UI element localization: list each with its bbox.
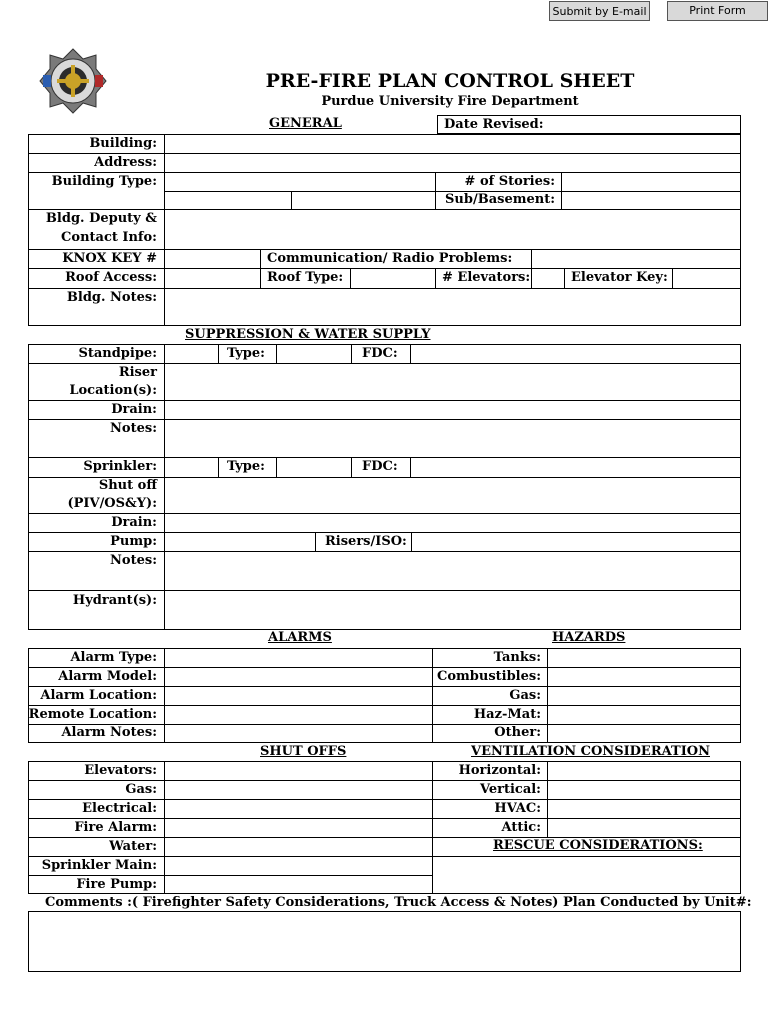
remote-location-field[interactable] — [166, 706, 431, 723]
divider — [164, 344, 165, 630]
shutoff-field[interactable] — [166, 478, 739, 512]
alarm-model-field[interactable] — [166, 668, 431, 685]
sprinkler-fdc-label: FDC: — [362, 459, 398, 474]
elevator-key-label: Elevator Key: — [571, 270, 668, 285]
print-form-button[interactable]: Print Form — [667, 1, 768, 21]
stories-label: # of Stories: — [464, 174, 555, 189]
address-label: Address: — [94, 155, 157, 170]
divider — [351, 344, 352, 363]
sub-basement-label: Sub/Basement: — [445, 192, 555, 207]
divider — [276, 457, 277, 477]
combustibles-label: Combustibles: — [437, 669, 541, 684]
shutoff-label-line1: Shut off — [98, 478, 157, 493]
gas-shutoff-field[interactable] — [166, 781, 431, 798]
sprinkler-type-field[interactable] — [278, 458, 350, 476]
divider — [435, 172, 436, 209]
hazmat-label: Haz-Mat: — [473, 707, 541, 722]
fire-alarm-shutoff-field[interactable] — [166, 819, 431, 836]
riser-label-line2: Location(s): — [69, 383, 157, 398]
drain-field[interactable] — [166, 401, 739, 418]
water-shutoff-label: Water: — [109, 839, 157, 854]
divider — [435, 268, 436, 288]
elevators-count-field[interactable] — [533, 269, 563, 287]
attic-field[interactable] — [549, 819, 739, 836]
knox-key-field[interactable] — [166, 250, 259, 267]
sprinkler-main-shutoff-field[interactable] — [166, 857, 431, 874]
divider — [350, 268, 351, 288]
divider — [411, 532, 412, 551]
standpipe-fdc-label: FDC: — [362, 346, 398, 361]
divider — [291, 191, 292, 209]
alarms-heading: ALARMS — [268, 630, 332, 645]
alarm-notes-label: Alarm Notes: — [61, 725, 157, 740]
alarm-location-label: Alarm Location: — [40, 688, 157, 703]
sprinkler-type-label: Type: — [227, 459, 265, 474]
ventilation-heading: VENTILATION CONSIDERATION — [471, 744, 710, 759]
divider — [531, 249, 532, 288]
deputy-label-line2: Contact Info: — [61, 230, 157, 245]
standpipe-field[interactable] — [166, 345, 217, 362]
alarm-type-field[interactable] — [166, 649, 431, 666]
comments-field[interactable] — [28, 911, 741, 972]
sprinkler-drain-label: Drain: — [111, 515, 157, 530]
alarm-type-label: Alarm Type: — [70, 650, 157, 665]
tanks-field[interactable] — [549, 649, 739, 666]
standpipe-fdc-field[interactable] — [412, 345, 739, 362]
divider — [410, 344, 411, 363]
vertical-field[interactable] — [549, 781, 739, 798]
sprinkler-notes-field[interactable] — [166, 552, 739, 589]
standpipe-notes-field[interactable] — [166, 420, 739, 456]
divider — [164, 648, 165, 743]
fire-pump-shutoff-field[interactable] — [166, 876, 431, 893]
sub-basement-field[interactable] — [563, 192, 739, 208]
standpipe-label: Standpipe: — [78, 346, 157, 361]
divider — [351, 457, 352, 477]
building-label: Building: — [89, 136, 157, 151]
building-type-label: Building Type: — [51, 174, 157, 189]
submit-by-email-button[interactable]: Submit by E-mail — [549, 1, 650, 21]
elevator-key-field[interactable] — [674, 269, 739, 287]
bldg-notes-field[interactable] — [166, 289, 739, 325]
alarm-notes-field[interactable] — [166, 725, 431, 742]
water-shutoff-field[interactable] — [166, 838, 431, 855]
electrical-shutoff-field[interactable] — [166, 800, 431, 817]
fire-alarm-shutoff-label: Fire Alarm: — [74, 820, 157, 835]
horizontal-label: Horizontal: — [458, 763, 541, 778]
gas-hazard-label: Gas: — [509, 688, 541, 703]
knox-key-label: KNOX KEY # — [62, 251, 157, 266]
deputy-label-line1: Bldg. Deputy & — [45, 211, 157, 226]
divider — [276, 344, 277, 363]
date-revised-field[interactable] — [545, 116, 739, 133]
elevators-shutoff-label: Elevators: — [84, 763, 157, 778]
sprinkler-drain-field[interactable] — [166, 514, 739, 531]
remote-location-label: Remote Location: — [28, 707, 157, 722]
divider — [432, 648, 433, 743]
divider — [564, 268, 565, 288]
gas-shutoff-label: Gas: — [125, 782, 157, 797]
sprinkler-notes-label: Notes: — [110, 553, 157, 568]
sprinkler-fdc-field[interactable] — [412, 458, 739, 476]
divider — [164, 134, 165, 326]
elevators-shutoff-field[interactable] — [166, 762, 431, 779]
electrical-shutoff-label: Electrical: — [82, 801, 157, 816]
roof-type-field[interactable] — [352, 269, 434, 287]
roof-access-field[interactable] — [166, 269, 259, 287]
hazards-heading: HAZARDS — [552, 630, 626, 645]
standpipe-notes-label: Notes: — [110, 421, 157, 436]
pump-field[interactable] — [166, 533, 314, 550]
sprinkler-label: Sprinkler: — [83, 459, 157, 474]
drain-label: Drain: — [111, 402, 157, 417]
vertical-label: Vertical: — [479, 782, 541, 797]
rescue-considerations-field[interactable] — [434, 857, 739, 893]
shutoffs-heading: SHUT OFFS — [260, 744, 347, 759]
riser-label-line1: Riser — [118, 365, 157, 380]
risers-iso-field[interactable] — [413, 533, 739, 550]
alarm-location-field[interactable] — [166, 687, 431, 704]
riser-location-field[interactable] — [166, 364, 739, 399]
hazmat-field[interactable] — [549, 706, 739, 723]
hydrants-field[interactable] — [166, 591, 739, 629]
rescue-heading: RESCUE CONSIDERATIONS: — [493, 838, 703, 853]
combustibles-field[interactable] — [549, 668, 739, 685]
comments-label: Comments :( Firefighter Safety Considerations, Truck Access & Notes) Plan Conducted by Unit#: — [45, 895, 752, 910]
pump-label: Pump: — [110, 534, 157, 549]
page-title: PRE-FIRE PLAN CONTROL SHEET — [265, 70, 635, 92]
gas-hazard-field[interactable] — [549, 687, 739, 704]
general-heading: GENERAL — [269, 116, 342, 131]
elevators-count-label: # Elevators: — [442, 270, 531, 285]
comm-problems-field[interactable] — [533, 250, 739, 267]
other-hazard-field[interactable] — [549, 725, 739, 742]
hvac-label: HVAC: — [494, 801, 541, 816]
horizontal-field[interactable] — [549, 762, 739, 779]
other-hazard-label: Other: — [494, 725, 541, 740]
tanks-label: Tanks: — [493, 650, 541, 665]
date-revised-label: Date Revised: — [444, 117, 544, 132]
hvac-field[interactable] — [549, 800, 739, 817]
sprinkler-field[interactable] — [166, 458, 217, 476]
building-field[interactable] — [166, 135, 739, 152]
deputy-contact-field[interactable] — [166, 210, 739, 248]
bldg-notes-label: Bldg. Notes: — [66, 290, 157, 305]
standpipe-type-field[interactable] — [278, 345, 350, 362]
alarm-model-label: Alarm Model: — [58, 669, 157, 684]
stories-field[interactable] — [563, 173, 739, 190]
divider — [218, 344, 219, 363]
risers-iso-label: Risers/ISO: — [325, 534, 407, 549]
attic-label: Attic: — [501, 820, 541, 835]
divider — [315, 532, 316, 551]
suppression-heading: SUPPRESSION & WATER SUPPLY — [185, 327, 431, 342]
divider — [561, 172, 562, 209]
page-subtitle: Purdue University Fire Department — [321, 94, 579, 109]
sprinkler-main-shutoff-label: Sprinkler Main: — [41, 858, 157, 873]
building-type-field[interactable] — [166, 173, 434, 190]
hydrants-label: Hydrant(s): — [72, 593, 157, 608]
address-field[interactable] — [166, 154, 739, 171]
divider — [218, 457, 219, 477]
fire-pump-shutoff-label: Fire Pump: — [76, 877, 157, 892]
shutoff-label-line2: (PIV/OS&Y): — [67, 496, 157, 511]
fire-department-logo — [38, 47, 108, 115]
divider — [260, 249, 261, 288]
divider — [547, 648, 548, 743]
standpipe-type-label: Type: — [227, 346, 265, 361]
comm-problems-label: Communication/ Radio Problems: — [267, 251, 513, 266]
roof-access-label: Roof Access: — [65, 270, 157, 285]
divider — [672, 268, 673, 288]
divider — [410, 457, 411, 477]
roof-type-label: Roof Type: — [267, 270, 344, 285]
